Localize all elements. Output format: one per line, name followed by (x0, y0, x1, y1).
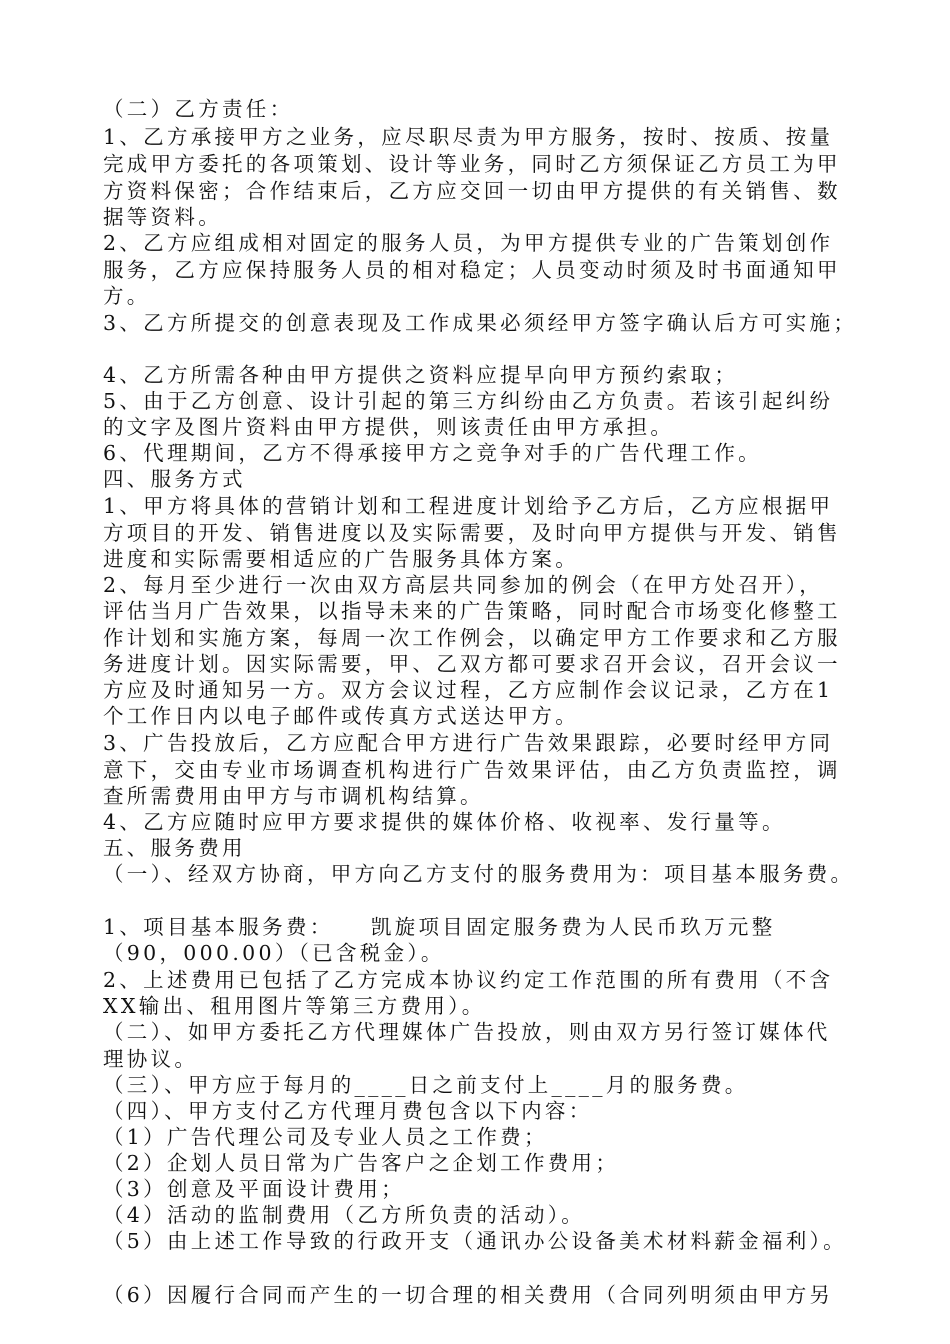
text-line: （三）、甲方应于每月的____日之前支付上____月的服务费。 (103, 1073, 749, 1097)
section-heading: 四、服务方式 (103, 467, 246, 491)
text-line: 4、乙方应随时应甲方要求提供的媒体价格、收视率、发行量等。 (103, 810, 786, 834)
text-line: 服务，乙方应保持服务人员的相对稳定；人员变动时须及时书面通知甲 (103, 258, 841, 282)
text-line: 1、项目基本服务费： 凯旋项目固定服务费为人民币玖万元整 (103, 915, 776, 939)
text-line: （二）、如甲方委托乙方代理媒体广告投放，则由双方另行签订媒体代 (103, 1020, 831, 1044)
text-line: 据等资料。 (103, 205, 222, 229)
list-item: （2）企划人员日常为广告客户之企划工作费用； (103, 1151, 620, 1175)
text-line: 5、由于乙方创意、设计引起的第三方纠纷由乙方负责。若该引起纠纷 (103, 389, 834, 413)
text-line: 2、上述费用已包括了乙方完成本协议约定工作范围的所有费用（不含 (103, 968, 834, 992)
text-line: XX输出、租用图片等第三方费用）。 (103, 994, 486, 1018)
text-line: 理协议。 (103, 1047, 199, 1071)
text-line: 2、每月至少进行一次由双方高层共同参加的例会（在甲方处召开）， (103, 573, 824, 597)
text-line: （四）、甲方支付乙方代理月费包含以下内容： (103, 1099, 593, 1123)
list-item: （5）由上述工作导致的行政开支（通讯办公设备美术材料薪金福利）。 (103, 1229, 847, 1253)
text-line: （90，000.00）（已含税金）。 (103, 941, 445, 965)
section-heading: （二）乙方责任： (103, 97, 294, 121)
text-line: 评估当月广告效果，以指导未来的广告策略，同时配合市场变化修整工 (103, 599, 841, 623)
text-line: 个工作日内以电子邮件或传真方式送达甲方。 (103, 704, 579, 728)
text-line: 方应及时通知另一方。双方会议过程，乙方应制作会议记录，乙方在1 (103, 678, 834, 702)
list-item: （3）创意及平面设计费用； (103, 1177, 405, 1201)
text-line: 方项目的开发、销售进度以及实际需要，及时向甲方提供与开发、销售 (103, 521, 841, 545)
text-line: 进度和实际需要相适应的广告服务具体方案。 (103, 547, 579, 571)
text-line: 作计划和实施方案，每周一次工作例会，以确定甲方工作要求和乙方服 (103, 626, 841, 650)
text-line: 方资料保密；合作结束后，乙方应交回一切由甲方提供的有关销售、数 (103, 179, 841, 203)
list-item: （1）广告代理公司及专业人员之工作费； (103, 1125, 548, 1149)
list-item: （4）活动的监制费用（乙方所负责的活动）。 (103, 1203, 586, 1227)
text-line: 2、乙方应组成相对固定的服务人员，为甲方提供专业的广告策划创作 (103, 231, 834, 255)
text-line: 1、乙方承接甲方之业务，应尽职尽责为甲方服务，按时、按质、按量 (103, 125, 834, 149)
text-line: 意下，交由专业市场调查机构进行广告效果评估，由乙方负责监控，调 (103, 758, 841, 782)
text-line: 的文字及图片资料由甲方提供，则该责任由甲方承担。 (103, 415, 675, 439)
text-line: （一）、经双方协商，甲方向乙方支付的服务费用为：项目基本服务费。 (103, 862, 855, 886)
text-line: 完成甲方委托的各项策划、设计等业务，同时乙方须保证乙方员工为甲 (103, 152, 841, 176)
text-line: 查所需费用由甲方与市调机构结算。 (103, 784, 484, 808)
text-line: 务进度计划。因实际需要，甲、乙双方都可要求召开会议，召开会议一 (103, 652, 841, 676)
text-line: 6、代理期间，乙方不得承接甲方之竞争对手的广告代理工作。 (103, 441, 762, 465)
text-line: 3、广告投放后，乙方应配合甲方进行广告效果跟踪，必要时经甲方同 (103, 731, 834, 755)
text-line: 4、乙方所需各种由甲方提供之资料应提早向甲方预约索取； (103, 363, 739, 387)
text-line: 1、甲方将具体的营销计划和工程进度计划给予乙方后，乙方应根据甲 (103, 494, 834, 518)
section-heading: 五、服务费用 (103, 836, 246, 860)
text-line: 3、乙方所提交的创意表现及工作成果必须经甲方签字确认后方可实施； (103, 311, 858, 335)
list-item: （6）因履行合同而产生的一切合理的相关费用（合同列明须由甲方另 (103, 1283, 834, 1307)
text-line: 方。 (103, 284, 151, 308)
